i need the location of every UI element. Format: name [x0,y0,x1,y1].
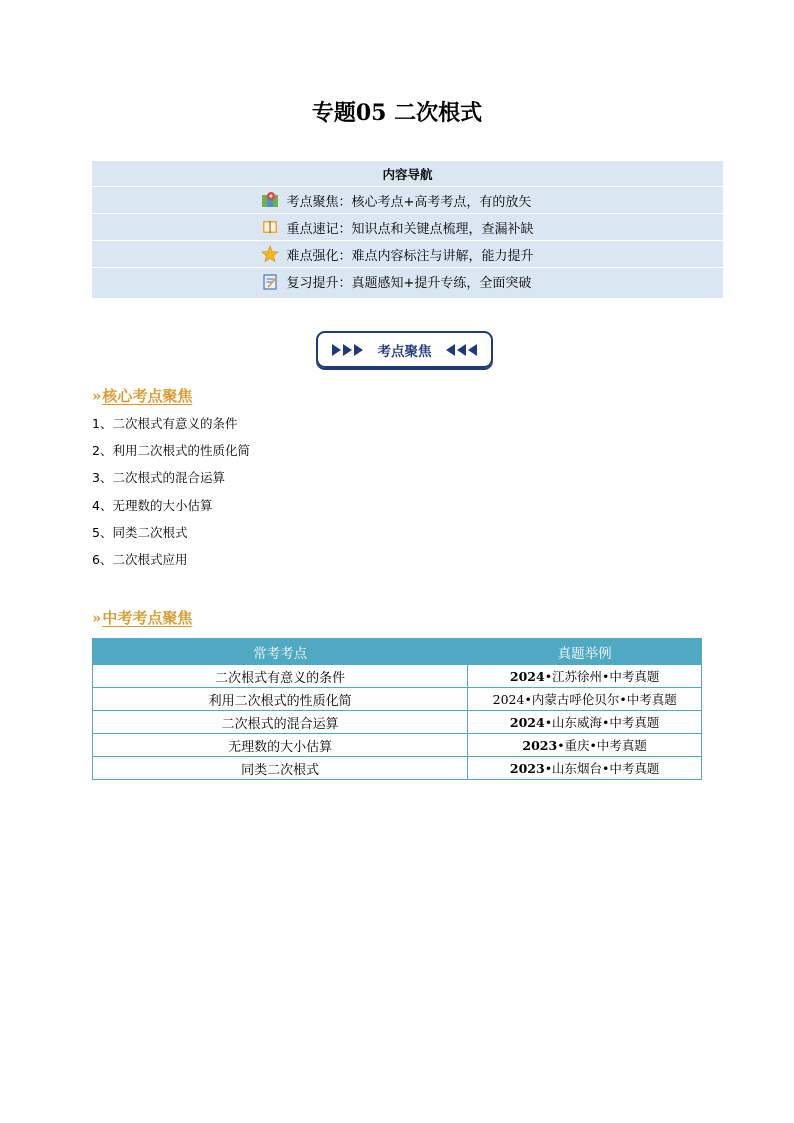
core-topic-list [92,416,250,579]
section-banner [316,331,493,368]
triple-arrow-left-icon [446,344,478,356]
table-row [93,734,702,757]
exam-section-title: 中考考点聚焦 [102,609,193,627]
table-row [93,665,702,688]
list-item: 5、同类二次根式 [92,524,188,540]
table-header-row [93,639,702,665]
example-year: 2024 [492,692,525,707]
list-item: 3、二次根式的混合运算 [92,470,225,486]
example-source: •重庆•中考真题 [557,738,647,753]
nav-item-label: 考点聚焦：核心考点+高考考点，有的放矢 [286,194,532,210]
nav-item-label: 重点速记：知识点和关键点梳理，查漏补缺 [286,221,534,237]
column-header-example: 真题举例 [468,639,702,665]
double-chevron-icon: » [92,387,102,405]
exam-section-heading [92,607,192,628]
table-row [93,688,702,711]
book-icon [261,218,279,236]
example-year: 2024 [509,715,545,730]
banner-label: 考点聚焦 [377,343,432,360]
double-chevron-icon: » [92,609,102,627]
nav-item [92,241,723,268]
nav-item [92,187,723,214]
example-cell [468,734,702,757]
nav-item [92,268,723,295]
core-section-heading [92,385,192,406]
example-source: •山东烟台•中考真题 [544,761,660,776]
example-year: 2023 [509,761,545,776]
star-icon [261,245,279,263]
list-item: 1、二次根式有意义的条件 [92,416,238,431]
triple-arrow-right-icon [332,344,364,356]
topic-cell: 同类二次根式 [93,757,468,780]
example-cell [468,757,702,780]
example-year: 2023 [522,738,558,753]
example-cell [468,665,702,688]
list-item: 6、二次根式应用 [92,551,188,567]
core-section-title: 核心考点聚焦 [102,387,193,405]
table-row [93,757,702,780]
example-source: •江苏徐州•中考真题 [544,669,660,684]
table-row [93,711,702,734]
list-item: 2、利用二次根式的性质化简 [92,443,250,459]
topic-cell: 利用二次根式的性质化简 [93,688,468,711]
content-navigation [92,161,723,298]
page-title: 专题05 二次根式 [311,100,483,126]
example-year: 2024 [509,669,545,684]
list-item: 4、无理数的大小估算 [92,497,213,513]
topic-cell: 二次根式的混合运算 [93,711,468,734]
column-header-topic: 常考考点 [93,639,468,665]
example-cell [468,688,702,711]
map-icon [261,191,279,209]
topic-cell: 无理数的大小估算 [93,734,468,757]
example-cell [468,711,702,734]
example-source: •内蒙古呼伦贝尔•中考真题 [524,692,677,707]
nav-heading: 内容导航 [92,161,723,187]
notepad-icon [261,273,279,291]
topic-cell: 二次根式有意义的条件 [93,665,468,688]
exam-topic-table [92,638,702,780]
nav-item-label: 复习提升：真题感知+提升专练，全面突破 [286,276,532,291]
nav-item-label: 难点强化：难点内容标注与讲解，能力提升 [286,248,534,264]
nav-item [92,214,723,241]
example-source: •山东威海•中考真题 [544,715,660,730]
